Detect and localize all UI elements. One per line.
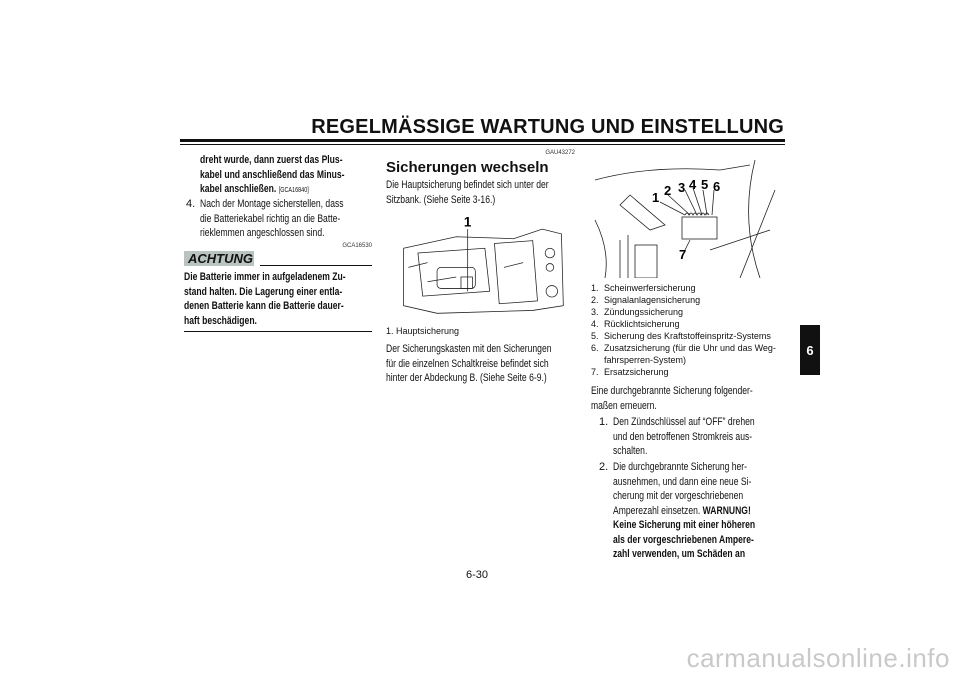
text-line: denen Batterie kann die Batterie dauer- bbox=[184, 300, 344, 312]
legend-text: Zündungssicherung bbox=[604, 307, 684, 317]
page-title: REGELMÄSSIGE WARTUNG UND EINSTELLUNG bbox=[311, 116, 784, 138]
legend-text: Zusatzsicherung (für die Uhr und das Weg-fahrsperren-System) bbox=[604, 343, 776, 365]
step-number: 2. bbox=[599, 461, 609, 473]
achtung-label: ACHTUNG bbox=[184, 251, 254, 266]
fuse-box-illustration bbox=[590, 160, 780, 278]
text-line: kabel anschließen. bbox=[200, 183, 277, 195]
legend-number: 5. bbox=[591, 331, 599, 341]
legend-number: 2. bbox=[591, 295, 599, 305]
ref-code: [GCA16840] bbox=[278, 187, 309, 194]
legend-item bbox=[591, 366, 781, 378]
paragraph bbox=[386, 342, 552, 386]
text-line: zahl verwenden, um Schäden an bbox=[613, 548, 746, 560]
achtung-text bbox=[184, 270, 346, 328]
main-fuse-illustration bbox=[395, 210, 570, 320]
ref-code: GCA16530 bbox=[342, 243, 372, 249]
watermark: carmanualsonline.info bbox=[686, 643, 950, 673]
warning-label: WARNUNG! bbox=[702, 504, 751, 517]
text-line: dreht wurde, dann zuerst das Plus- bbox=[200, 154, 343, 166]
figure-caption: 1. Hauptsicherung bbox=[386, 326, 460, 336]
text-line: cherung mit der vorgeschriebenen bbox=[613, 490, 744, 502]
continued-warning bbox=[200, 153, 344, 199]
ref-code: GAU43272 bbox=[545, 150, 575, 156]
header-rule bbox=[180, 139, 785, 142]
chapter-tab[interactable]: 6 bbox=[800, 325, 820, 375]
legend-number: 1. bbox=[591, 283, 599, 293]
divider bbox=[184, 331, 372, 332]
callout-label: 3 bbox=[678, 180, 686, 195]
text-line: kabel und anschließend das Minus- bbox=[200, 168, 345, 181]
paragraph bbox=[591, 384, 753, 413]
text-line: ausnehmen, und dann eine neue Si- bbox=[613, 475, 752, 488]
text-line: maßen erneuern. bbox=[591, 399, 657, 412]
text-line: Sitzbank. (Siehe Seite 3-16.) bbox=[386, 193, 496, 206]
legend-number: 4. bbox=[591, 319, 599, 329]
callout-label: 7 bbox=[679, 247, 687, 262]
legend-text: Scheinwerfersicherung bbox=[604, 283, 696, 293]
callout-label: 1 bbox=[652, 190, 660, 205]
section-heading: Sicherungen wechseln bbox=[386, 159, 549, 176]
text-line: Amperezahl einsetzen. bbox=[613, 504, 701, 517]
legend-item bbox=[591, 306, 781, 318]
text-line: rieklemmen angeschlossen sind. bbox=[200, 227, 325, 239]
header-rule-thin bbox=[180, 144, 785, 145]
text-line: hinter der Abdeckung B. (Siehe Seite 6-9.) bbox=[386, 372, 547, 384]
text-line: Der Sicherungskasten mit den Sicherungen bbox=[386, 343, 552, 355]
text-line: Eine durchgebrannte Sicherung folgender- bbox=[591, 385, 753, 397]
callout-label: 2 bbox=[664, 183, 672, 198]
page-number: 6-30 bbox=[466, 569, 489, 581]
step-2 bbox=[599, 460, 795, 562]
text-line: Den Zündschlüssel auf “OFF” drehen bbox=[613, 416, 755, 428]
legend-item bbox=[591, 282, 781, 294]
step-number: 4. bbox=[186, 198, 196, 210]
legend-item bbox=[591, 342, 776, 366]
callout-label: 4 bbox=[689, 177, 697, 192]
legend-item bbox=[591, 294, 781, 306]
legend-item bbox=[591, 318, 781, 330]
text-line: schalten. bbox=[613, 445, 648, 457]
legend-text: Rücklichtsicherung bbox=[604, 319, 680, 329]
legend-number: 3. bbox=[591, 307, 599, 317]
text-line: Die Hauptsicherung befindet sich unter der bbox=[386, 179, 549, 191]
legend-text: Ersatzsicherung bbox=[604, 367, 669, 377]
legend-number: 6. bbox=[591, 343, 599, 353]
callout-label: 6 bbox=[713, 179, 721, 194]
callout-label: 5 bbox=[701, 177, 709, 192]
text-line: Die Batterie immer in aufgeladenem Zu- bbox=[184, 271, 346, 283]
legend-item bbox=[591, 330, 781, 342]
line-group bbox=[613, 504, 755, 519]
legend-text: Sicherung des Kraftstoffeinspritz-Systems bbox=[604, 331, 771, 341]
legend-number: 7. bbox=[591, 367, 599, 377]
text-line: Nach der Montage sicherstellen, dass bbox=[200, 198, 344, 210]
paragraph bbox=[386, 178, 549, 207]
legend-text: Signalanlagensicherung bbox=[604, 295, 701, 305]
fuse-legend bbox=[591, 282, 781, 378]
step-1 bbox=[599, 415, 795, 459]
text-line: für die einzelnen Schaltkreise befindet sich bbox=[386, 357, 549, 370]
text-line: die Batteriekabel richtig an die Batte- bbox=[200, 212, 341, 225]
step-number: 1. bbox=[599, 416, 609, 428]
text-line: und den betroffenen Stromkreis aus- bbox=[613, 430, 753, 443]
text-line: Die durchgebrannte Sicherung her- bbox=[613, 461, 748, 473]
text-line: haft beschädigen. bbox=[184, 314, 257, 327]
text-line: als der vorgeschriebenen Ampere- bbox=[613, 533, 754, 546]
callout-label: 1 bbox=[463, 214, 472, 230]
text-line: Keine Sicherung mit einer höheren bbox=[613, 519, 756, 531]
divider bbox=[260, 265, 372, 266]
step-4 bbox=[186, 197, 384, 241]
text-line: stand halten. Die Lagerung einer entla- bbox=[184, 285, 343, 298]
